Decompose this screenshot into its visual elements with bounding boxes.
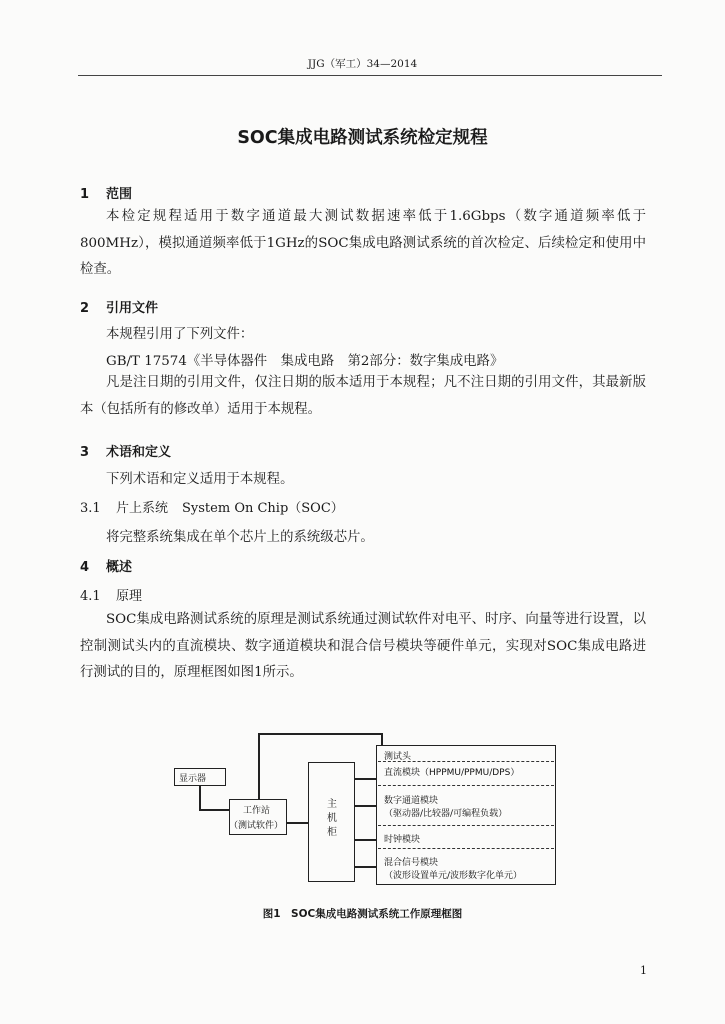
- wire-host-to-mixed: [355, 866, 376, 868]
- workstation-software-label: （测试软件）: [229, 821, 284, 831]
- reference-document: GB/T 17574《半导体器件 集成电路 第2部分：数字集成电路》: [106, 354, 504, 369]
- section-1-text: 本检定规程适用于数字通道最大测试数据速率低于1.6Gbps（数字通道频率低于800MHz），模拟通道频率低于1GHz的SOC集成电路测试系统的首次检定、后续检定和使用中检查。: [80, 209, 646, 277]
- section-3-intro: 下列术语和定义适用于本规程。: [106, 472, 294, 487]
- digital-module-label: 数字通道模块: [384, 796, 439, 806]
- wire-display-to-workstation: [199, 809, 229, 811]
- subsection-number: 3.1: [80, 501, 101, 516]
- display-label: 显示器: [179, 774, 207, 784]
- section-number: 1: [80, 187, 90, 202]
- wire-workstation-to-host: [286, 822, 308, 824]
- mixed-module-detail: （波形设置单元/波形数字化单元）: [384, 871, 523, 881]
- section-title: 术语和定义: [106, 445, 172, 460]
- subsection-title: 片上系统: [116, 501, 169, 516]
- figure-caption: 图1 SOC集成电路测试系统工作原理框图: [262, 908, 463, 920]
- mixed-module-label: 混合信号模块: [384, 858, 439, 868]
- section-title: 概述: [106, 560, 133, 575]
- test-head-label: 测试头: [384, 752, 412, 762]
- dc-module-label: 直流模块（HPPMU/PPMU/DPS）: [384, 768, 520, 778]
- wire-host-to-digital: [355, 805, 376, 807]
- digital-module-detail: （驱动器/比较器/可编程负载）: [384, 809, 508, 819]
- wire-display-down: [199, 786, 201, 810]
- running-header: JJG（军工）34—2014: [307, 58, 418, 70]
- section-number: 3: [80, 445, 90, 460]
- subsection-english-term: System On Chip（SOC）: [182, 501, 344, 516]
- document-title: SOC集成电路测试系统检定规程: [237, 128, 488, 148]
- subsection-number: 4.1: [80, 589, 101, 604]
- section-title: 引用文件: [106, 301, 159, 316]
- section-number: 4: [80, 560, 90, 575]
- divider: [378, 848, 554, 849]
- host-cabinet-label: 主机柜: [327, 799, 337, 838]
- section-title: 范围: [106, 187, 133, 202]
- timing-module-label: 时钟模块: [384, 835, 421, 845]
- section-2-intro: 本规程引用了下列文件：: [106, 327, 254, 342]
- divider: [378, 825, 554, 826]
- section-4-text: SOC集成电路测试系统的原理是测试系统通过测试软件对电平、时序、向量等进行设置，以控制测试头内的直流模块、数字通道模块和混合信号模块等硬件单元，实现对SOC集成电路进行测试的目的，原理框图如图1所示。: [80, 612, 646, 680]
- wire-host-to-timing: [355, 839, 376, 841]
- page-number: 1: [640, 964, 647, 977]
- wire-top-to-test-head: [258, 733, 382, 735]
- divider: [378, 761, 554, 762]
- subsection-title: 原理: [116, 589, 143, 604]
- subsection-3-1-text: 将完整系统集成在单个芯片上的系统级芯片。: [106, 530, 374, 545]
- divider: [378, 785, 554, 786]
- section-2-note: 凡是注日期的引用文件，仅注日期的版本适用于本规程；凡不注日期的引用文件，其最新版本（包括所有的修改单）适用于本规程。: [80, 375, 646, 417]
- workstation-label: 工作站: [243, 806, 271, 816]
- wire-host-to-dc: [355, 778, 376, 780]
- section-number: 2: [80, 301, 90, 316]
